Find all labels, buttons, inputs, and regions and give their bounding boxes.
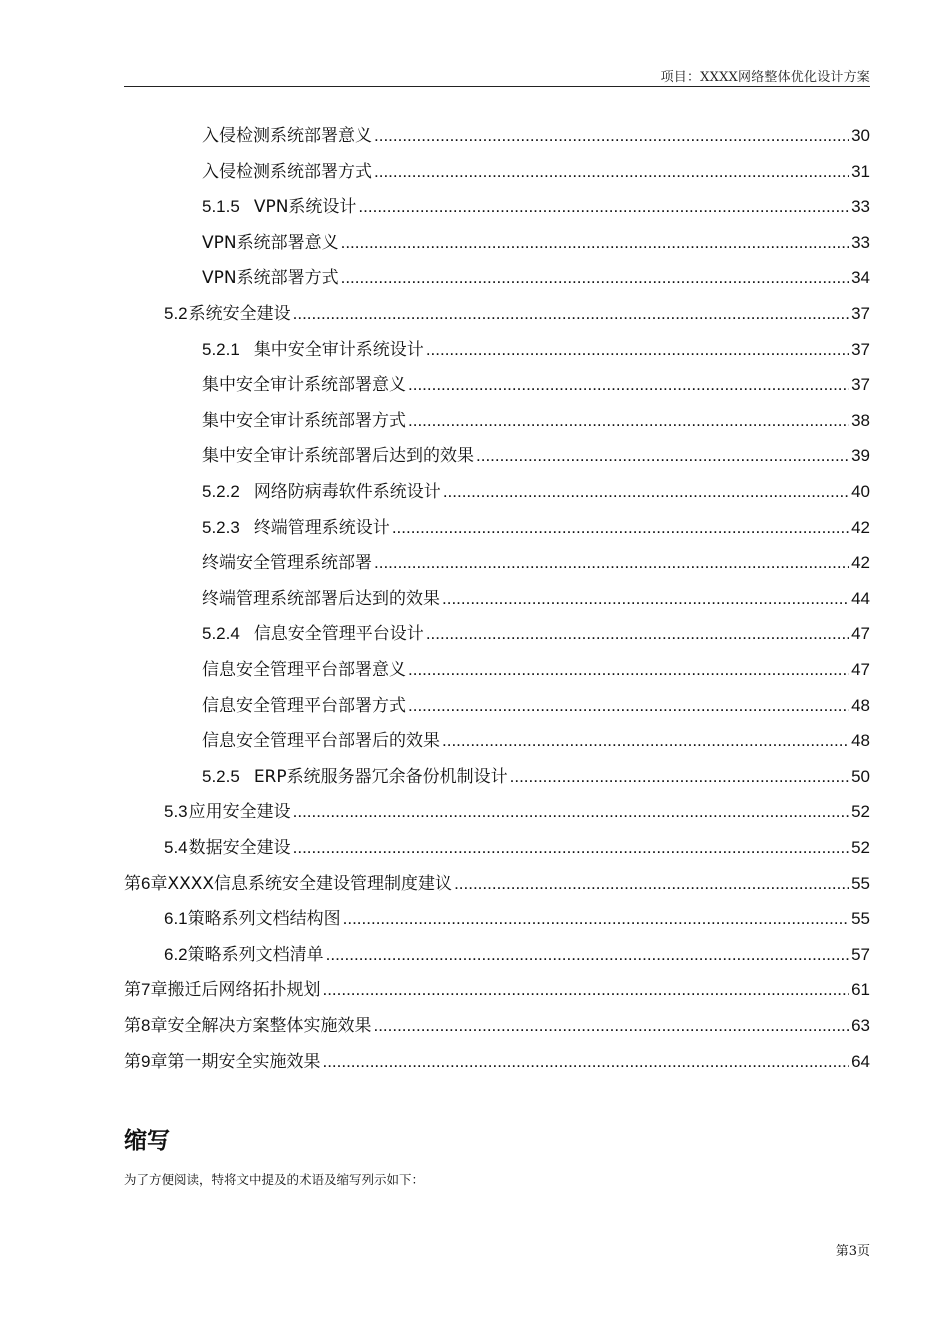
- toc-dot-leader: [322, 972, 849, 1008]
- toc-entry[interactable]: [164, 830, 870, 866]
- toc-entry-title: 集中安全审计系统部署方式: [202, 410, 406, 431]
- toc-entry-page: 47: [851, 660, 870, 679]
- toc-entry-page: 42: [851, 553, 870, 573]
- toc-dot-leader: [374, 154, 849, 190]
- toc-entry-number: 5.1.5: [202, 197, 240, 217]
- toc-entry-page: 55: [851, 873, 870, 893]
- toc-entry-page: 40: [851, 482, 870, 501]
- toc-entry-title: 入侵检测系统部署方式: [202, 161, 372, 182]
- toc-entry-title: VPN系统部署方式: [202, 268, 339, 289]
- toc-entry-number: 第6章: [124, 873, 168, 893]
- toc-entry-page: 37: [851, 304, 870, 323]
- toc-entry[interactable]: [202, 510, 870, 546]
- toc-dot-leader: [293, 794, 849, 830]
- toc-entry[interactable]: [202, 759, 870, 795]
- toc-entry-page: 42: [851, 517, 870, 537]
- toc-entry-page: 52: [851, 838, 870, 857]
- toc-entry-number: 第8章: [124, 1016, 168, 1035]
- toc-entry-page: 48: [851, 731, 870, 751]
- toc-entry[interactable]: [202, 189, 870, 225]
- toc-dot-leader: [510, 759, 849, 795]
- toc-entry-number: 5.2.2: [202, 482, 240, 501]
- toc-entry-page: 52: [851, 802, 870, 822]
- page-number: 第3页: [835, 1244, 870, 1259]
- toc-entry-title: 入侵检测系统部署意义: [202, 126, 372, 146]
- toc-entry[interactable]: [202, 225, 870, 261]
- toc-entry-title: 搬迁后网络拓扑规划: [167, 980, 321, 1001]
- toc-entry-title: 数据安全建设: [188, 838, 291, 858]
- toc-dot-leader: [426, 616, 849, 652]
- toc-entry-number: 第9章: [124, 1051, 168, 1071]
- toc-entry-title: 应用安全建设: [188, 802, 291, 823]
- toc-dot-leader: [408, 367, 849, 403]
- toc-entry[interactable]: [124, 972, 870, 1008]
- toc-entry-title: ERP系统服务器冗余备份机制设计: [253, 766, 508, 787]
- toc-dot-leader: [392, 510, 849, 546]
- toc-entry-page: 47: [851, 624, 870, 644]
- toc-dot-leader: [408, 652, 849, 688]
- toc-entry-number: 5.2.1: [202, 339, 240, 359]
- toc-entry[interactable]: [202, 616, 870, 652]
- toc-entry-number: 6.1: [164, 909, 188, 929]
- toc-entry-title: 集中安全审计系统部署后达到的效果: [202, 446, 474, 467]
- toc-entry[interactable]: [202, 154, 870, 190]
- toc-entry-title: 集中安全审计系统部署意义: [202, 375, 406, 396]
- toc-entry-title: 第一期安全实施效果: [167, 1051, 321, 1072]
- toc-entry-title: 终端管理系统部署后达到的效果: [202, 588, 440, 609]
- toc-entry-title: 信息安全管理平台部署后的效果: [202, 731, 440, 752]
- toc-entry[interactable]: [164, 296, 870, 332]
- toc-entry[interactable]: [124, 1008, 870, 1044]
- toc-entry-page: 50: [851, 766, 870, 786]
- toc-entry-title: VPN系统部署意义: [202, 232, 339, 253]
- toc-entry-title: XXXX信息系统安全建设管理制度建议: [167, 873, 453, 894]
- toc-entry[interactable]: [124, 866, 870, 902]
- toc-entry-page: 64: [851, 1051, 870, 1071]
- toc-entry[interactable]: [202, 652, 870, 688]
- toc-entry-title: 终端安全管理系统部署: [202, 553, 372, 574]
- toc-dot-leader: [374, 118, 849, 154]
- toc-dot-leader: [408, 688, 849, 724]
- toc-entry[interactable]: [202, 118, 870, 154]
- toc-entry-page: 33: [851, 197, 870, 217]
- toc-entry-title: 安全解决方案整体实施效果: [167, 1016, 372, 1036]
- toc-entry-title: VPN系统设计: [253, 197, 357, 218]
- toc-entry[interactable]: [202, 438, 870, 474]
- toc-entry-page: 30: [851, 126, 870, 145]
- toc-entry-title: 系统安全建设: [188, 304, 291, 324]
- toc-entry-title: 策略系列文档清单: [187, 944, 324, 965]
- toc-entry[interactable]: [202, 260, 870, 296]
- toc-dot-leader: [326, 937, 849, 973]
- toc-entry-page: 38: [851, 410, 870, 430]
- toc-entry-page: 33: [851, 232, 870, 252]
- toc-entry-number: 5.3: [164, 802, 188, 822]
- toc-entry-page: 39: [851, 446, 870, 466]
- toc-entry-page: 61: [851, 980, 870, 1000]
- toc-dot-leader: [341, 225, 849, 261]
- toc-dot-leader: [442, 581, 849, 617]
- toc-entry-title: 网络防病毒软件系统设计: [253, 482, 441, 502]
- header-divider: [124, 86, 870, 87]
- toc-entry[interactable]: [202, 545, 870, 581]
- toc-entry-title: 信息安全管理平台部署意义: [202, 660, 406, 680]
- toc-entry-page: 48: [851, 695, 870, 715]
- toc-entry-page: 57: [851, 944, 870, 964]
- toc-entry-title: 策略系列文档结构图: [187, 909, 341, 930]
- toc-entry-number: 5.2.3: [202, 517, 240, 537]
- toc-dot-leader: [341, 260, 849, 296]
- toc-entry[interactable]: [202, 723, 870, 759]
- toc-dot-leader: [442, 723, 849, 759]
- toc-dot-leader: [408, 403, 849, 439]
- toc-entry[interactable]: [164, 937, 870, 973]
- toc-entry[interactable]: [202, 332, 870, 368]
- toc-entry-page: 37: [851, 339, 870, 359]
- toc-dot-leader: [293, 296, 849, 332]
- toc-entry-title: 信息安全管理平台部署方式: [202, 695, 406, 716]
- toc-dot-leader: [443, 474, 849, 510]
- toc-entry-number: 第7章: [124, 980, 168, 1000]
- toc-entry-number: 5.2.4: [202, 624, 240, 644]
- toc-entry-title: 集中安全审计系统设计: [253, 339, 424, 360]
- toc-entry-page: 31: [851, 161, 870, 181]
- toc-entry-page: 55: [851, 909, 870, 929]
- toc-entry[interactable]: [164, 901, 870, 937]
- toc-dot-leader: [476, 438, 849, 474]
- toc-entry[interactable]: [202, 474, 870, 510]
- toc-dot-leader: [426, 332, 849, 368]
- toc-entry-number: 5.4: [164, 838, 188, 857]
- toc-dot-leader: [454, 866, 849, 902]
- toc-entry[interactable]: [164, 794, 870, 830]
- running-header: 项目：XXXX网络整体优化设计方案: [660, 70, 870, 85]
- toc-entry[interactable]: [202, 581, 870, 617]
- toc-entry[interactable]: [202, 403, 870, 439]
- toc-dot-leader: [343, 901, 849, 937]
- toc-entry-page: 44: [851, 588, 870, 608]
- toc-entry-number: 5.2.5: [202, 766, 240, 786]
- toc-entry-page: 63: [851, 1016, 870, 1035]
- toc-entry-number: 6.2: [164, 944, 188, 964]
- toc-entry-page: 34: [851, 268, 870, 288]
- abbreviations-description: 为了方便阅读，特将文中提及的术语及缩写列示如下：: [124, 1172, 425, 1187]
- toc-dot-leader: [373, 1008, 849, 1044]
- toc-entry[interactable]: [202, 367, 870, 403]
- toc-dot-leader: [374, 545, 849, 581]
- toc-entry-title: 信息安全管理平台设计: [253, 624, 424, 645]
- toc-entry-title: 终端管理系统设计: [253, 517, 390, 538]
- toc-entry-number: 5.2: [164, 304, 188, 323]
- abbreviations-heading: 缩写: [124, 1128, 170, 1154]
- toc-entry-page: 37: [851, 375, 870, 395]
- toc-dot-leader: [322, 1044, 849, 1080]
- toc-entry[interactable]: [202, 688, 870, 724]
- toc-dot-leader: [358, 189, 849, 225]
- toc-dot-leader: [293, 830, 849, 866]
- toc-entry[interactable]: [124, 1044, 870, 1080]
